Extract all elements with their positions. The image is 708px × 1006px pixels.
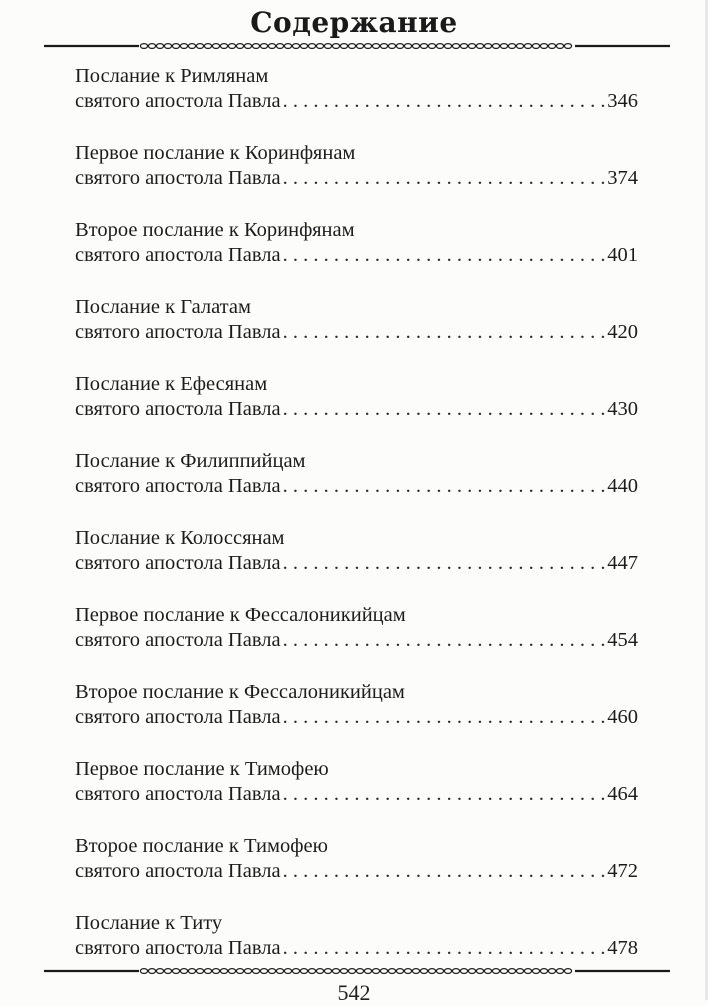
chain-link <box>156 969 163 974</box>
page-number: 542 <box>337 980 371 1005</box>
chain-link <box>420 44 427 49</box>
entry-title: Послание к Титу <box>75 912 223 934</box>
chain-link <box>548 44 555 49</box>
entry-title: Первое послание к Фессалоникийцам <box>75 604 406 626</box>
chain-link <box>276 969 283 974</box>
entry-subtitle-row <box>75 474 638 499</box>
entry-page-number: 420 <box>607 321 638 343</box>
entry-title: Второе послание к Тимофею <box>75 835 328 857</box>
dot-leader <box>283 859 606 884</box>
entry-subtitle: святого апостола Павла <box>75 398 281 420</box>
entry-subtitle: святого апостола Павла <box>75 321 281 343</box>
entry-subtitle-row <box>75 628 638 653</box>
chain-link <box>324 969 331 974</box>
chain-link <box>140 969 147 974</box>
chain-link <box>540 44 547 49</box>
toc-entry[interactable] <box>75 680 638 757</box>
toc-entry[interactable] <box>75 603 638 680</box>
chain-link <box>420 969 427 974</box>
chain-link <box>532 969 539 974</box>
entry-subtitle-row <box>75 936 638 961</box>
chain-link <box>244 44 251 49</box>
chain-link <box>300 969 307 974</box>
chain-link <box>332 969 339 974</box>
chain-link <box>444 969 451 974</box>
chain-link <box>316 44 323 49</box>
dot-leader <box>283 166 606 191</box>
chain-link <box>516 969 523 974</box>
chain-link <box>460 44 467 49</box>
chain-link <box>564 44 571 49</box>
entry-page-number: 447 <box>607 552 638 574</box>
chain-link <box>532 44 539 49</box>
dot-leader <box>283 551 606 576</box>
chain-ornament <box>140 44 571 49</box>
chain-link <box>308 44 315 49</box>
chain-link <box>396 44 403 49</box>
entry-subtitle-row <box>75 166 638 191</box>
entry-page-number: 464 <box>607 783 638 805</box>
chain-link <box>436 969 443 974</box>
chain-link <box>236 969 243 974</box>
chain-link <box>172 44 179 49</box>
chain-link <box>324 44 331 49</box>
chain-link <box>180 969 187 974</box>
entry-page-number: 430 <box>607 398 638 420</box>
chain-link <box>292 969 299 974</box>
dot-leader <box>283 936 606 961</box>
ornamental-rule-bottom <box>44 966 670 976</box>
dot-leader <box>283 89 606 114</box>
chain-link <box>388 44 395 49</box>
entry-subtitle-row <box>75 397 638 422</box>
dot-leader <box>283 782 606 807</box>
chain-link <box>380 44 387 49</box>
toc-entry[interactable] <box>75 834 638 911</box>
chain-link <box>372 969 379 974</box>
dot-leader <box>283 628 606 653</box>
chain-link <box>188 969 195 974</box>
chain-link <box>540 969 547 974</box>
chain-link <box>236 44 243 49</box>
chain-link <box>476 969 483 974</box>
entry-page-number: 346 <box>607 90 638 112</box>
chain-link <box>340 969 347 974</box>
chain-link <box>364 44 371 49</box>
chain-link <box>260 44 267 49</box>
chain-link <box>284 969 291 974</box>
chain-link <box>500 44 507 49</box>
chain-link <box>356 969 363 974</box>
entry-title: Первое послание к Тимофею <box>75 758 329 780</box>
entry-subtitle: святого апостола Павла <box>75 167 281 189</box>
entry-page-number: 374 <box>607 167 638 189</box>
chain-link <box>348 44 355 49</box>
chain-link <box>164 44 171 49</box>
chain-link <box>212 969 219 974</box>
dot-leader <box>283 397 606 422</box>
dot-leader <box>283 705 606 730</box>
chain-link <box>140 44 147 49</box>
chain-link <box>220 969 227 974</box>
entry-subtitle: святого апостола Павла <box>75 244 281 266</box>
chain-link <box>244 969 251 974</box>
chain-link <box>412 969 419 974</box>
entry-subtitle: святого апостола Павла <box>75 552 281 574</box>
chain-link <box>380 969 387 974</box>
entry-page-number: 440 <box>607 475 638 497</box>
chain-link <box>428 969 435 974</box>
chain-link <box>268 969 275 974</box>
chain-link <box>332 44 339 49</box>
entry-subtitle-row <box>75 859 638 884</box>
toc-entry[interactable] <box>75 526 638 603</box>
chain-link <box>452 44 459 49</box>
chain-link <box>164 969 171 974</box>
entry-subtitle: святого апостола Павла <box>75 860 281 882</box>
chain-link <box>180 44 187 49</box>
chain-link <box>260 969 267 974</box>
entry-page-number: 401 <box>607 244 638 266</box>
entry-title: Послание к Филиппийцам <box>75 450 306 472</box>
entry-page-number: 460 <box>607 706 638 728</box>
chain-link <box>188 44 195 49</box>
chain-ornament <box>140 969 571 974</box>
chain-link <box>396 969 403 974</box>
chain-link <box>300 44 307 49</box>
entry-subtitle-row <box>75 782 638 807</box>
chain-link <box>212 44 219 49</box>
entry-title: Первое послание к Коринфянам <box>75 142 356 164</box>
chain-link <box>556 969 563 974</box>
chain-link <box>524 969 531 974</box>
chain-link <box>196 44 203 49</box>
toc-entry[interactable] <box>75 218 638 295</box>
chain-link <box>388 969 395 974</box>
chain-link <box>284 44 291 49</box>
dot-leader <box>283 243 606 268</box>
entry-page-number: 478 <box>607 937 638 959</box>
entry-subtitle: святого апостола Павла <box>75 629 281 651</box>
chain-link <box>252 44 259 49</box>
chain-link <box>468 969 475 974</box>
entry-title: Послание к Колоссянам <box>75 527 285 549</box>
chain-link <box>148 44 155 49</box>
chain-link <box>204 44 211 49</box>
entry-title: Второе послание к Коринфянам <box>75 219 355 241</box>
toc-entry[interactable] <box>75 372 638 449</box>
chain-link <box>156 44 163 49</box>
chain-link <box>172 969 179 974</box>
chain-link <box>492 969 499 974</box>
chain-link <box>356 44 363 49</box>
toc-entry[interactable] <box>75 911 638 988</box>
chain-link <box>484 44 491 49</box>
entry-subtitle-row <box>75 551 638 576</box>
entry-page-number: 454 <box>607 629 638 651</box>
chain-link <box>228 969 235 974</box>
chain-link <box>500 969 507 974</box>
chain-link <box>564 969 571 974</box>
entry-subtitle-row <box>75 320 638 345</box>
chain-link <box>508 44 515 49</box>
entry-subtitle: святого апостола Павла <box>75 937 281 959</box>
table-of-contents <box>75 64 638 988</box>
entry-subtitle: святого апостола Павла <box>75 90 281 112</box>
chain-link <box>516 44 523 49</box>
chain-link <box>484 969 491 974</box>
chain-link <box>508 969 515 974</box>
chain-link <box>348 969 355 974</box>
chain-link <box>436 44 443 49</box>
chain-link <box>308 969 315 974</box>
entry-subtitle-row <box>75 243 638 268</box>
entry-subtitle: святого апостола Павла <box>75 475 281 497</box>
chain-link <box>228 44 235 49</box>
chain-link <box>268 44 275 49</box>
chain-link <box>428 44 435 49</box>
entry-subtitle: святого апостола Павла <box>75 783 281 805</box>
chain-link <box>404 969 411 974</box>
chain-link <box>316 969 323 974</box>
chain-link <box>444 44 451 49</box>
entry-title: Послание к Римлянам <box>75 65 269 87</box>
dot-leader <box>283 474 606 499</box>
chain-link <box>148 969 155 974</box>
chain-link <box>524 44 531 49</box>
page-title: Содержание <box>250 6 458 39</box>
entry-title: Послание к Ефесянам <box>75 373 268 395</box>
chain-link <box>460 969 467 974</box>
entry-title: Второе послание к Фессалоникийцам <box>75 681 405 703</box>
chain-link <box>492 44 499 49</box>
entry-title: Послание к Галатам <box>75 296 251 318</box>
entry-subtitle-row <box>75 89 638 114</box>
chain-link <box>404 44 411 49</box>
chain-link <box>276 44 283 49</box>
toc-entry[interactable] <box>75 64 638 141</box>
chain-link <box>452 969 459 974</box>
chain-link <box>252 969 259 974</box>
dot-leader <box>283 320 606 345</box>
chain-link <box>196 969 203 974</box>
chain-link <box>372 44 379 49</box>
chain-link <box>364 969 371 974</box>
chain-link <box>412 44 419 49</box>
entry-page-number: 472 <box>607 860 638 882</box>
chain-link <box>220 44 227 49</box>
chain-link <box>476 44 483 49</box>
toc-entry[interactable] <box>75 757 638 834</box>
entry-subtitle: святого апостола Павла <box>75 706 281 728</box>
entry-subtitle-row <box>75 705 638 730</box>
chain-link <box>204 969 211 974</box>
chain-link <box>556 44 563 49</box>
chain-link <box>292 44 299 49</box>
ornamental-rule-top <box>44 41 670 51</box>
toc-entry[interactable] <box>75 449 638 526</box>
toc-entry[interactable] <box>75 295 638 372</box>
chain-link <box>548 969 555 974</box>
toc-entry[interactable] <box>75 141 638 218</box>
chain-link <box>468 44 475 49</box>
chain-link <box>340 44 347 49</box>
